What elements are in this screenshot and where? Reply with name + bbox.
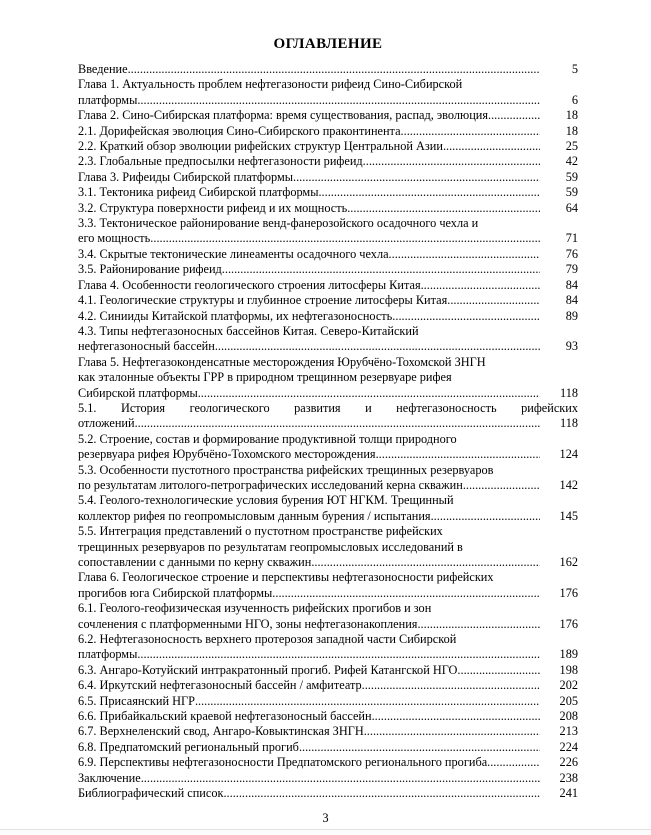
toc-page-number: 118 [560, 416, 578, 431]
toc-row [78, 278, 578, 293]
dot-leader [417, 617, 540, 632]
toc-page-number: 142 [559, 477, 578, 492]
toc-row [78, 570, 578, 585]
toc-row [78, 216, 578, 231]
dot-leader [135, 416, 540, 431]
dot-leader [389, 247, 540, 262]
toc-entry-text: Глава 3. Рифеиды Сибирской платформы [78, 169, 294, 184]
toc-entry-text: 5.2. Строение, состав и формирование продуктивной толщи природного [78, 431, 457, 446]
toc-row [78, 324, 578, 339]
toc-entry-text: 4.1. Геологические структуры и глубинное строение литосферы Китая [78, 293, 448, 308]
toc-entry-text: платформы [78, 92, 138, 107]
toc-row [78, 247, 578, 262]
toc-page-number: 205 [559, 693, 578, 708]
toc-entry-text: сопоставлении с данными по керну скважин [78, 555, 312, 569]
toc-entry-text: 6.7. Верхнеленский свод, Ангаро-Ковыктинская ЗНГН [78, 724, 364, 739]
toc-row [78, 293, 578, 308]
toc-entry-text: 3.1. Тектоника рифеид Сибирской платформы [78, 185, 319, 200]
dot-leader [392, 309, 540, 324]
dot-leader [443, 139, 540, 154]
page-title: ОГЛАВЛЕНИЕ [273, 36, 383, 52]
toc-entry-text: 3.5. Районирование рифеид [78, 262, 222, 277]
toc-row [78, 771, 578, 786]
dot-leader [401, 124, 540, 139]
toc-row [78, 262, 578, 277]
toc-page-number: 93 [565, 339, 578, 354]
toc-entry-text: прогибов юга Сибирской платформы [78, 585, 273, 600]
toc-row [78, 62, 578, 77]
toc-row [78, 170, 578, 185]
toc-page-number: 84 [565, 293, 578, 308]
dot-leader [421, 278, 540, 293]
toc-row [78, 77, 578, 92]
toc-row [78, 108, 578, 123]
toc-entry-text: по результатам литолого-петрографических исследований керна скважин [78, 477, 463, 492]
toc-entry-text: 5.3. Особенности пустотного пространства рифейских трещинных резервуаров [78, 462, 494, 477]
toc-entry-text: 3.2. Структура поверхности рифеид и их мощность [78, 200, 348, 215]
toc-page-number: 89 [565, 308, 578, 323]
toc-row [78, 370, 578, 385]
dot-leader [364, 724, 540, 739]
toc-page-number: 189 [559, 647, 578, 662]
toc-page-number: 208 [559, 709, 578, 724]
toc-page-number: 25 [565, 139, 578, 154]
page-content [78, 0, 578, 802]
toc-page-number: 59 [565, 169, 578, 184]
toc-page-number: 84 [565, 277, 578, 292]
toc-row [78, 432, 578, 447]
toc-entry-text: 2.1. Дорифейская эволюция Сино-Сибирского праконтинента [78, 123, 401, 138]
toc-entry-text: 5.1. История геологического развития и нефтегазоносность рифейских [78, 400, 578, 415]
toc-entry-text: 5.5. Интеграция представлений о пустотном пространстве рифейских [78, 524, 443, 539]
toc-row [78, 339, 578, 354]
dot-leader [363, 154, 540, 169]
toc-page-number: 6 [571, 92, 578, 107]
dot-leader [137, 647, 540, 662]
dot-leader [198, 386, 540, 401]
toc-row [78, 386, 578, 401]
toc-entry-text: Глава 4. Особенности геологического строения литосферы Китая [78, 277, 421, 292]
toc-entry-text: Глава 6. Геологическое строение и перспективы нефтегазоносности рифейских [78, 570, 494, 585]
toc-row [78, 740, 578, 755]
toc-page-number: 145 [559, 508, 578, 523]
toc-page-number: 241 [559, 786, 578, 801]
dot-leader [150, 231, 540, 246]
toc-row [78, 478, 578, 493]
toc-page-number: 226 [559, 755, 578, 770]
footer-page-number: 3 [322, 811, 329, 825]
page-bottom-edge [0, 829, 651, 835]
toc-entry-text: 3.4. Скрытые тектонические линеаменты осадочного чехла [78, 246, 389, 261]
toc-row [78, 185, 578, 200]
toc-entry-text: 6.4. Иркутский нефтегазоносный бассейн / амфитеатр [78, 678, 362, 693]
dot-leader [347, 201, 540, 216]
toc-entry-text: Заключение [78, 770, 141, 785]
toc-row [78, 755, 578, 770]
dot-leader [457, 663, 540, 678]
dot-leader [431, 509, 540, 524]
toc-entry-text: отложений [78, 416, 135, 431]
toc-row [78, 154, 578, 169]
toc-row [78, 647, 578, 662]
dot-leader [487, 755, 540, 770]
toc-row [78, 524, 578, 539]
toc-row [78, 786, 578, 801]
toc-entry-text: 6.5. Присаянский НГР [78, 693, 195, 708]
toc-row [78, 586, 578, 601]
toc-row [78, 93, 578, 108]
toc-entry-text: платформы [78, 647, 138, 662]
toc-entry-text: его мощность [78, 231, 151, 246]
dot-leader [372, 709, 540, 724]
toc-list [78, 62, 578, 802]
toc-page-number: 5 [571, 62, 578, 76]
toc-row [78, 416, 578, 431]
toc-row [78, 694, 578, 709]
toc-entry-text: 6.3. Ангаро-Котуйский интракратонный прогиб. Рифей Катангской НГО [78, 662, 458, 677]
toc-row [78, 709, 578, 724]
dot-leader [223, 786, 540, 801]
dot-leader [488, 108, 540, 123]
dot-leader [195, 694, 540, 709]
dot-leader [447, 293, 540, 308]
dot-leader [141, 771, 540, 786]
toc-row [78, 463, 578, 478]
toc-entry-text: Введение [78, 62, 128, 76]
toc-row [78, 555, 578, 570]
toc-row [78, 663, 578, 678]
toc-row [78, 139, 578, 154]
toc-entry-text: Глава 2. Сино-Сибирская платформа: время существования, распад, эволюция [78, 108, 489, 123]
dot-leader [128, 62, 540, 77]
dot-leader [293, 170, 540, 185]
toc-entry-text: 2.2. Краткий обзор эволюции рифейских структур Центральной Азии [78, 139, 443, 154]
toc-entry-text: Сибирской платформы [78, 385, 198, 400]
toc-entry-text: Глава 1. Актуальность проблем нефтегазоности рифеид Сино-Сибирской [78, 77, 463, 92]
toc-row [78, 601, 578, 616]
toc-page-number: 64 [565, 200, 578, 215]
toc-page-number: 118 [560, 385, 578, 400]
toc-row [78, 632, 578, 647]
toc-page-number: 79 [565, 262, 578, 277]
toc-row [78, 617, 578, 632]
dot-leader [137, 93, 540, 108]
toc-entry-text: 5.4. Геолого-технологические условия бурения ЮТ НГКМ. Трещинный [78, 493, 454, 508]
toc-entry-text: 6.2. Нефтегазоносность верхнего протерозоя западной части Сибирской [78, 632, 457, 647]
toc-page-number: 198 [559, 662, 578, 677]
toc-entry-text: коллектор рифея по геопромысловым данным бурения / испытания [78, 508, 431, 523]
toc-page-number: 124 [559, 447, 578, 462]
toc-entry-text: 2.3. Глобальные предпосылки нефтегазоности рифеид [78, 154, 363, 169]
toc-row [78, 124, 578, 139]
toc-row [78, 201, 578, 216]
toc-entry-text: Глава 5. Нефтегазоконденсатные месторождения Юрубчёно-Тохомской ЗНГН [78, 354, 486, 369]
toc-row [78, 401, 578, 416]
dot-leader [311, 555, 540, 570]
toc-page-number: 176 [559, 585, 578, 600]
toc-entry-text: 6.1. Геолого-геофизическая изученность рифейских прогибов и зон [78, 601, 432, 616]
toc-entry-text: Библиографический список [78, 786, 224, 801]
dot-leader [318, 185, 540, 200]
toc-entry-text: трещинных резервуаров по результатам геопромысловых исследований в [78, 539, 463, 554]
toc-row [78, 447, 578, 462]
toc-page-number: 224 [559, 739, 578, 754]
toc-entry-text: 4.3. Типы нефтегазоносных бассейнов Китая. Северо-Китайский [78, 323, 419, 338]
dot-leader [272, 586, 540, 601]
toc-page-number: 176 [559, 616, 578, 631]
toc-row [78, 678, 578, 693]
toc-page-number: 42 [565, 154, 578, 169]
toc-entry-text: 6.6. Прибайкальский краевой нефтегазоносный бассейн [78, 709, 372, 724]
toc-row [78, 231, 578, 246]
toc-entry-text: резервуара рифея Юрубчёно-Тохомского месторождения [78, 447, 376, 462]
dot-leader [222, 262, 540, 277]
dot-leader [376, 447, 540, 462]
toc-row [78, 540, 578, 555]
toc-entry-text: 3.3. Тектоническое районирование венд-фанерозойского осадочного чехла и [78, 216, 479, 231]
toc-page-number: 213 [559, 724, 578, 739]
dot-leader [299, 740, 540, 755]
toc-entry-text: 6.8. Предпатомский региональный прогиб [78, 739, 299, 754]
toc-page-number: 18 [565, 123, 578, 138]
toc-row [78, 724, 578, 739]
toc-entry-text: 4.2. Синииды Китайской платформы, их нефтегазоносность [78, 308, 393, 323]
dot-leader [463, 478, 540, 493]
toc-row [78, 355, 578, 370]
toc-page-number: 18 [565, 108, 578, 123]
toc-row [78, 509, 578, 524]
toc-page-number: 76 [565, 246, 578, 261]
toc-page-number: 59 [565, 185, 578, 200]
dot-leader [362, 678, 540, 693]
toc-page-number: 71 [565, 231, 578, 246]
toc-entry-text: нефтегазоносный бассейн [78, 339, 215, 354]
toc-page-number: 202 [559, 678, 578, 693]
toc-page-number: 238 [559, 770, 578, 785]
toc-page-number: 162 [559, 555, 578, 569]
toc-entry-text: сочленения с платформенными НГО, зоны нефтегазонакопления [78, 616, 418, 631]
toc-entry-text: как эталонные объекты ГРР в природном трещинном резервуаре рифея [78, 370, 452, 385]
toc-row [78, 309, 578, 324]
dot-leader [215, 339, 540, 354]
toc-row [78, 493, 578, 508]
toc-entry-text: 6.9. Перспективы нефтегазоносности Предпатомского регионального прогиба [78, 755, 488, 770]
